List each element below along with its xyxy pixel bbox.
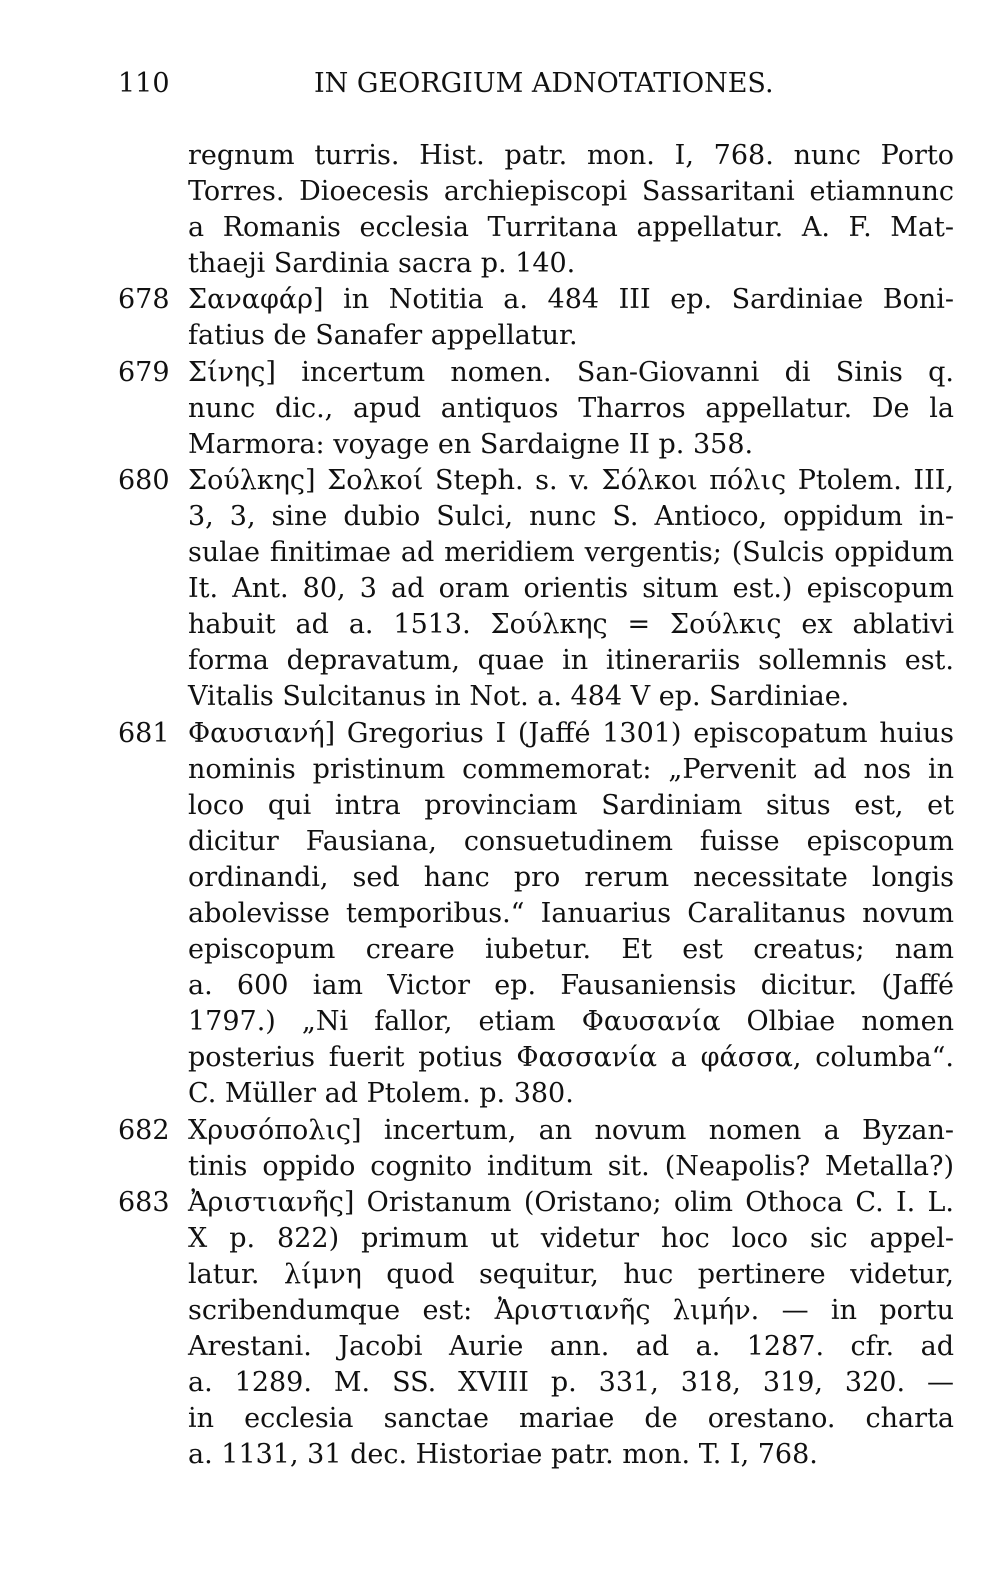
text-line <box>118 716 958 752</box>
entry-number: 681 <box>118 717 170 749</box>
entry-number: 683 <box>118 1186 170 1218</box>
line-text: Vitalis Sulcitanus in Not. a. 484 V ep. Sardiniae. <box>188 681 850 713</box>
line-text: tinis oppido cognito inditum sit. (Neapolis? Metalla?) <box>188 1150 954 1182</box>
line-text: X p. 822) primum ut videtur hoc loco sic appel- <box>188 1222 954 1254</box>
entry-number: 678 <box>118 284 170 316</box>
line-text: a. 1289. M. SS. XVIII p. 331, 318, 319, 320. — <box>188 1367 954 1399</box>
text-line <box>118 246 958 282</box>
text-line <box>118 427 958 463</box>
line-text: Σαναφάρ] in Notitia a. 484 III ep. Sardiniae Boni- <box>188 284 954 316</box>
text-line <box>118 210 958 246</box>
line-text: sulae finitimae ad meridiem vergentis; (Sulcis oppidum <box>188 537 954 569</box>
line-text: Σούλκης] Σολκοί Steph. s. v. Σόλκοι πόλις Ptolem. III, <box>188 464 954 496</box>
line-text: latur. λίμνη quod sequitur, huc pertinere videtur, <box>188 1258 954 1290</box>
text-line <box>118 499 958 535</box>
text-line <box>118 932 958 968</box>
text-line <box>118 1365 958 1401</box>
text-line <box>118 968 958 1004</box>
text-line <box>118 571 958 607</box>
line-text: scribendumque est: Ἀριστιανῆς λιμήν. — in portu <box>188 1295 954 1326</box>
running-title: IN GEORGIUM ADNOTATIONES. <box>314 68 774 99</box>
text-line <box>118 896 958 932</box>
line-text: thaeji Sardinia sacra p. 140. <box>188 248 576 280</box>
line-text: ordinandi, sed hanc pro rerum necessitate longis <box>188 861 954 893</box>
line-text: Torres. Dioecesis archiepiscopi Sassaritani etiamnunc <box>188 176 954 208</box>
page-header <box>118 64 818 104</box>
line-text: nominis pristinum commemorat: „Pervenit ad nos in <box>188 753 954 785</box>
line-text: dicitur Fausiana, consuetudinem fuisse episcopum <box>188 825 954 857</box>
annotation-body <box>118 138 958 1473</box>
line-text: nunc dic., apud antiquos Tharros appellatur. De la <box>188 392 954 424</box>
text-line <box>118 1329 958 1365</box>
line-text: Σίνης] incertum nomen. San-Giovanni di Sinis q. <box>188 356 954 388</box>
text-line <box>118 282 958 318</box>
text-line <box>118 752 958 788</box>
text-line <box>118 1113 958 1149</box>
text-line <box>118 535 958 571</box>
line-text: It. Ant. 80, 3 ad oram orientis situm est.) episcopum <box>188 573 954 605</box>
line-text: a Romanis ecclesia Turritana appellatur. A. F. Mat- <box>188 212 954 244</box>
text-line <box>118 643 958 679</box>
text-line <box>118 174 958 210</box>
text-line <box>118 1293 958 1329</box>
line-text: forma depravatum, quae in itinerariis sollemnis est. <box>188 645 954 677</box>
text-line <box>118 1257 958 1293</box>
line-text: 1797.) „Ni fallor, etiam Φαυσανία Olbiae nomen <box>188 1006 954 1038</box>
line-text: Arestani. Jacobi Aurie ann. ad a. 1287. cfr. ad <box>188 1331 954 1363</box>
entry-number: 679 <box>118 356 170 388</box>
text-line <box>118 860 958 896</box>
line-text: Χρυσόπολις] incertum, an novum nomen a Byzan- <box>188 1114 954 1146</box>
line-text: in ecclesia sanctae mariae de orestano. charta <box>188 1403 954 1435</box>
text-line <box>118 607 958 643</box>
line-text: habuit ad a. 1513. Σούλκης = Σούλκις ex ablativi <box>188 609 954 641</box>
text-line <box>118 318 958 354</box>
text-line <box>118 138 958 174</box>
line-text: abolevisse temporibus.“ Ianuarius Caralitanus novum <box>188 897 954 929</box>
text-line <box>118 824 958 860</box>
line-text: 3, 3, sine dubio Sulci, nunc S. Antioco, oppidum in- <box>188 500 954 532</box>
text-line <box>118 1149 958 1185</box>
entry-number: 680 <box>118 464 170 496</box>
text-line <box>118 1185 958 1221</box>
line-text: Marmora: voyage en Sardaigne II p. 358. <box>188 428 754 460</box>
line-text: C. Müller ad Ptolem. p. 380. <box>188 1078 574 1110</box>
text-line <box>118 391 958 427</box>
entry-number: 682 <box>118 1114 170 1146</box>
line-text: loco qui intra provinciam Sardiniam situs est, et <box>188 789 954 821</box>
line-text: posterius fuerit potius Φασσανία a φάσσα, columba“. <box>188 1042 954 1074</box>
text-line <box>118 1076 958 1112</box>
line-text: Ἀριστιανῆς] Oristanum (Oristano; olim Othoca C. I. L. <box>188 1186 954 1218</box>
line-text: a. 1131, 31 dec. Historiae patr. mon. T. I, 768. <box>188 1439 818 1471</box>
text-line <box>118 788 958 824</box>
text-line <box>118 1437 958 1473</box>
line-text: regnum turris. Hist. patr. mon. I, 768. nunc Porto <box>188 140 954 171</box>
text-line <box>118 463 958 499</box>
line-text: Φαυσιανή] Gregorius I (Jaffé 1301) episcopatum huius <box>188 717 954 749</box>
text-line <box>118 1221 958 1257</box>
text-line <box>118 679 958 715</box>
line-text: a. 600 iam Victor ep. Fausaniensis dicitur. (Jaffé <box>188 970 954 1002</box>
text-line <box>118 1004 958 1040</box>
text-line <box>118 1040 958 1076</box>
page-number: 110 <box>118 68 170 99</box>
line-text: episcopum creare iubetur. Et est creatus; nam <box>188 934 954 966</box>
line-text: fatius de Sanafer appellatur. <box>188 320 578 352</box>
text-line <box>118 355 958 391</box>
text-line <box>118 1401 958 1437</box>
